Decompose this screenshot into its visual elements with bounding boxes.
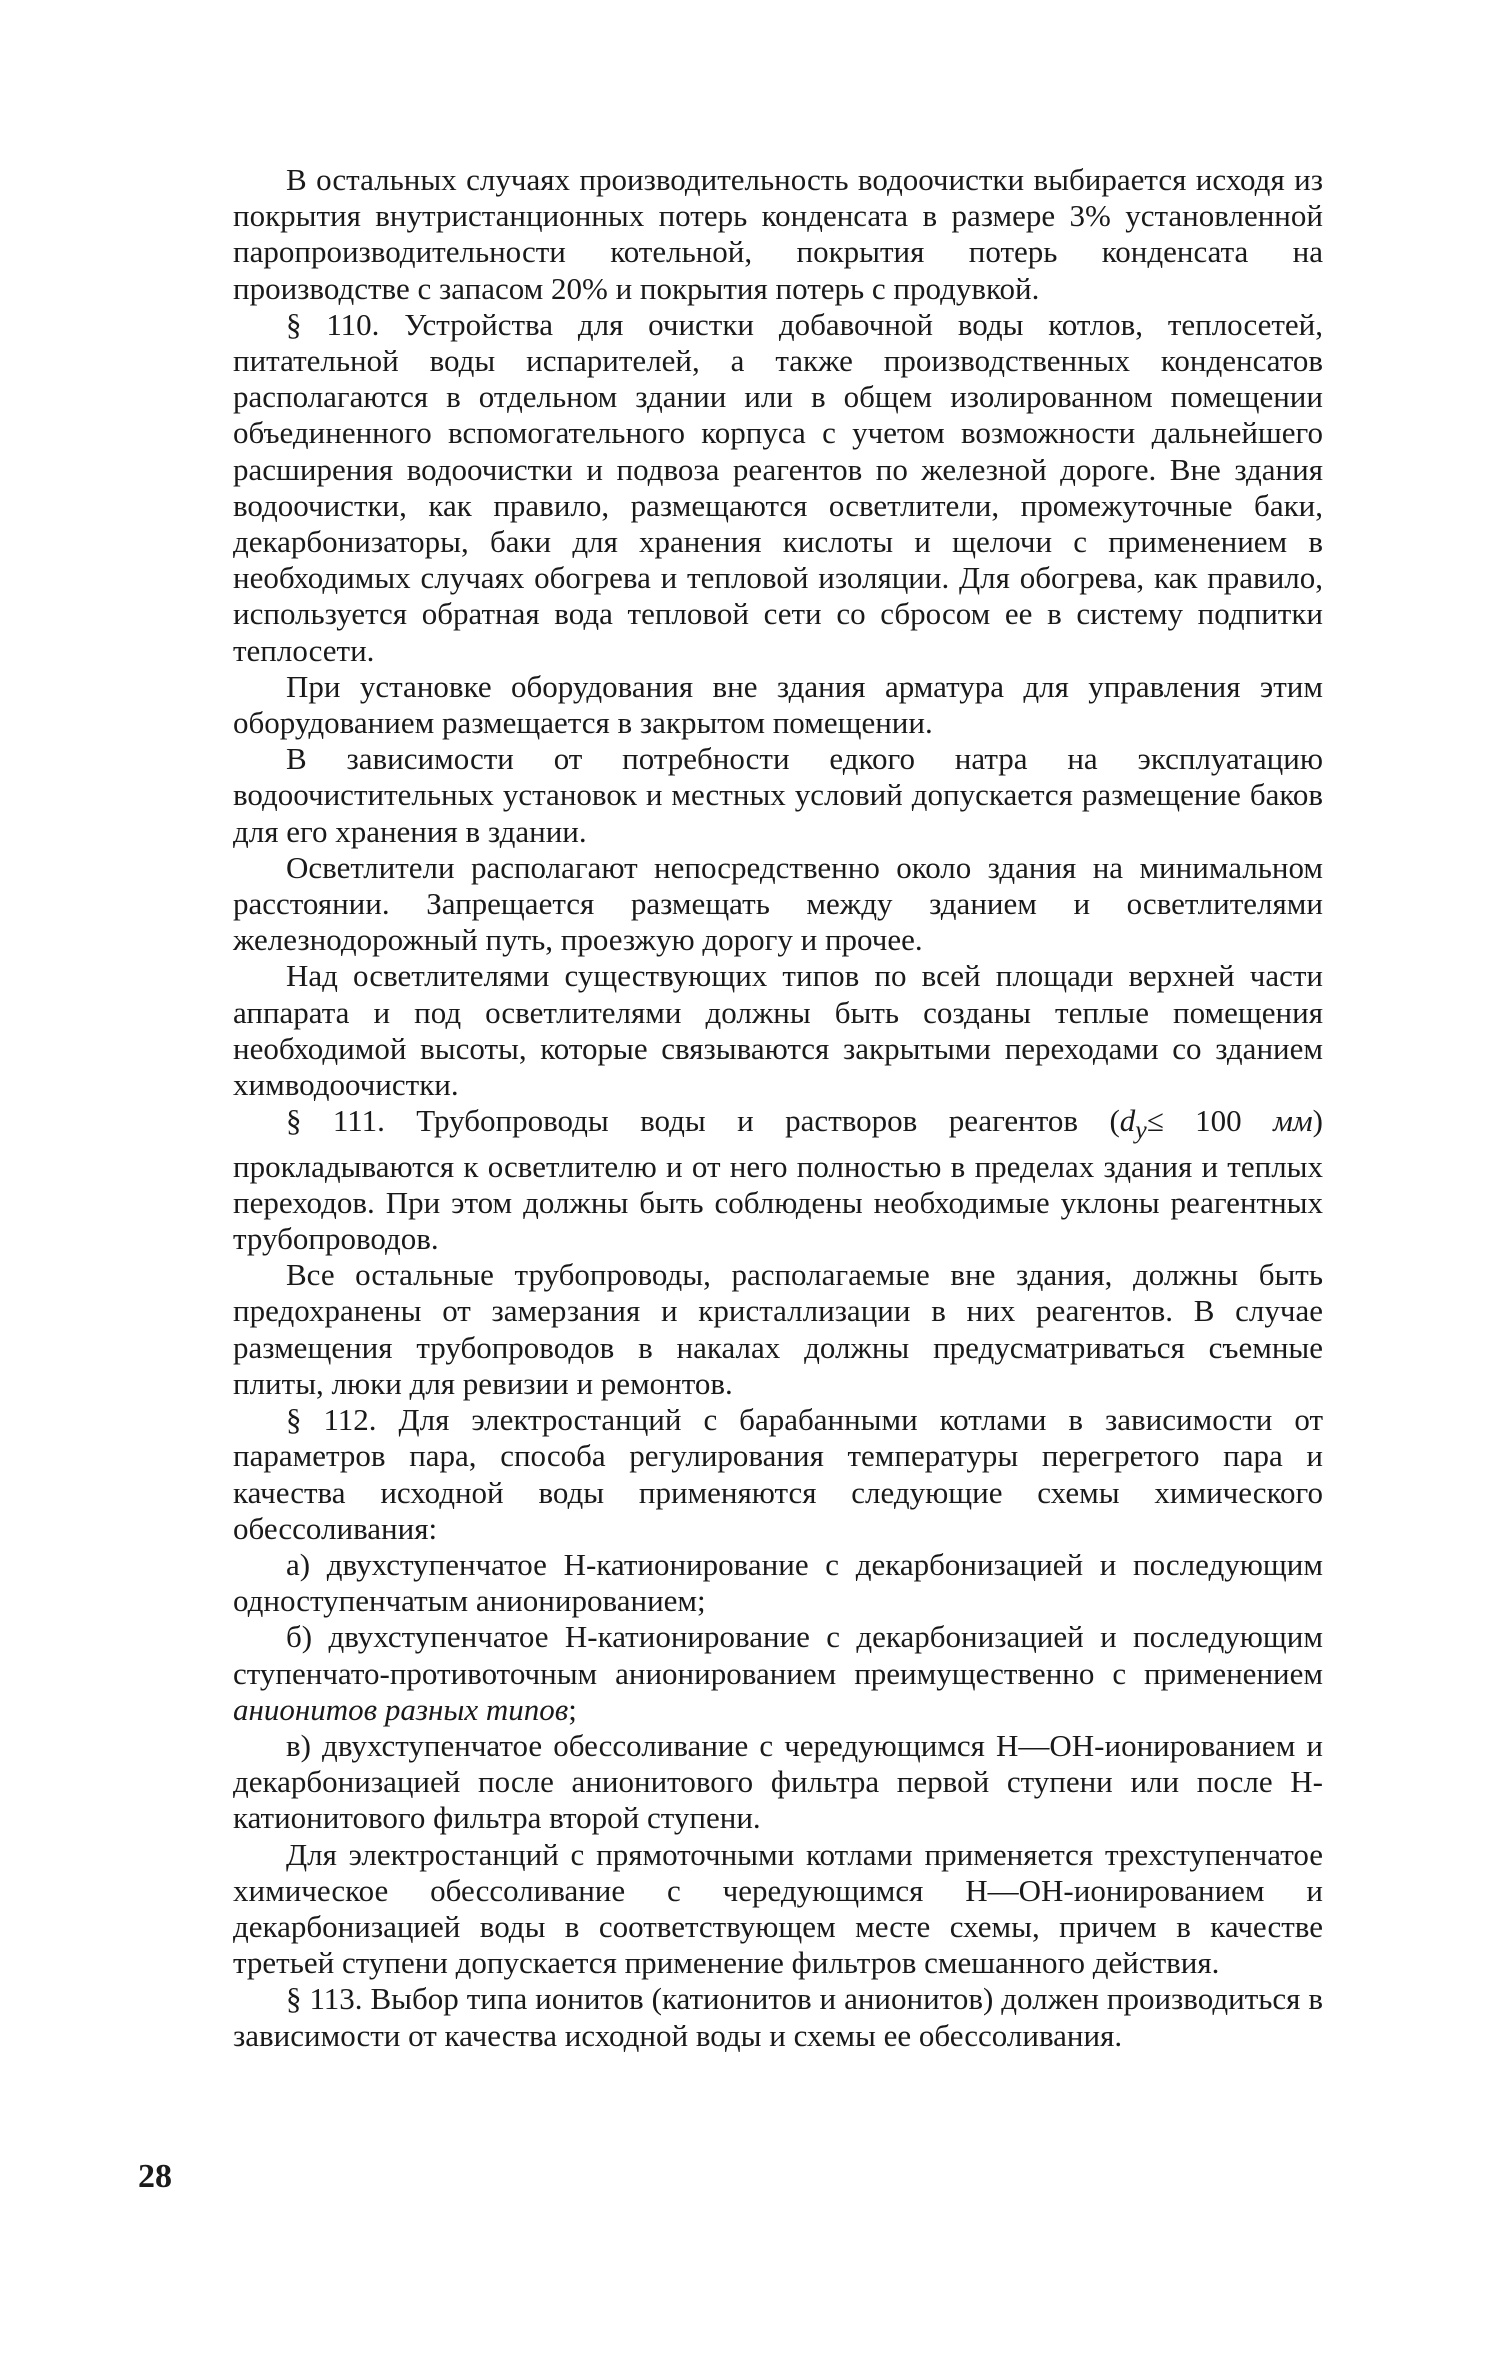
- list-item-b-text-start: б) двухступенчатое Н-катионирование с декарбонизацией и последующим ступенчато-противоточным анионированием преимущественно с применением: [233, 1619, 1323, 1691]
- list-item-a: а) двухступенчатое Н-катионирование с декарбонизацией и последующим одноступенчатым анионированием;: [233, 1546, 1323, 1619]
- list-item-b-text-end: ;: [568, 1691, 577, 1727]
- paragraph-equipment-outside: При установке оборудования вне здания арматура для управления этим оборудованием размещается в закрытом помещении.: [233, 668, 1323, 741]
- section-111-relation: ≤ 100: [1146, 1103, 1274, 1139]
- paragraph-caustic-soda: В зависимости от потребности едкого натра на эксплуатацию водоочистительных установок и местных условий допускается размещение баков для его хранения в здании.: [233, 741, 1323, 849]
- paragraph-intro: В остальных случаях производительность водоочистки выбирается исходя из покрытия внутристанционных потерь конденсата в размере 3% установленной паропроизводительности котельной, покрытия потерь конденсата на производстве с запасом 20% и покрытия потерь с продувкой.: [233, 162, 1323, 306]
- paragraph-clarifiers-rooms: Над осветлителями существующих типов по всей площади верхней части аппарата и под осветлителями должны быть созданы теплые помещения необходимой высоты, которые связываются закрытыми переходами со зданием химводоочистки.: [233, 958, 1323, 1103]
- paragraph-other-pipelines: Все остальные трубопроводы, располагаемые вне здания, должны быть предохранены от замерзания и кристаллизации в них реагентов. В случае размещения трубопроводов в накалах должны предусматриваться съемные плиты, люки для ревизии и ремонтов.: [233, 1257, 1323, 1401]
- paragraph-clarifiers-location: Осветлители располагают непосредственно около здания на минимальном расстоянии. Запрещается размещать между зданием и осветлителями железнодорожный путь, проезжую дорогу и прочее.: [233, 849, 1323, 958]
- list-item-b-italic: анионитов разных типов: [233, 1691, 569, 1727]
- section-111-unit: мм: [1273, 1103, 1313, 1139]
- paragraph-section-110: § 110. Устройства для очистки добавочной воды котлов, теплосетей, питательной воды испарителей, а также производственных конденсатов располагаются в отдельном здании или в общем изолированном помещении объединенного вспомогательного корпуса с учетом возможности дальнейшего расширения водоочистки и подвоза реагентов по железной дороге. Вне здания водоочистки, как правило, размещаются осветлители, промежуточные баки, декарбонизаторы, баки для хранения кислоты и щелочи с применением в необходимых случаях обогрева и тепловой изоляции. Для обогрева, как правило, используется обратная вода тепловой сети со сбросом ее в систему подпитки теплосети.: [233, 306, 1323, 668]
- section-111-formula-subscript: y: [1135, 1115, 1147, 1145]
- section-111-text-end: ) прокладываются к осветлителю и от него полностью в пределах здания и теплых переходов. При этом должны быть соблюдены необходимые уклоны реагентных трубопроводов.: [233, 1103, 1323, 1257]
- list-item-b: [233, 1619, 1323, 1728]
- page-number: 28: [138, 2158, 172, 2195]
- paragraph-section-112: § 112. Для электростанций с барабанными котлами в зависимости от параметров пара, способа регулирования температуры перегретого пара и качества исходной воды применяются следующие схемы химического обессоливания:: [233, 1402, 1323, 1546]
- section-111-text-start: § 111. Трубопроводы воды и растворов реагентов (: [286, 1103, 1120, 1139]
- page-text: [233, 162, 1323, 2054]
- section-111-formula: d: [1119, 1103, 1136, 1139]
- paragraph-section-113: § 113. Выбор типа ионитов (катионитов и анионитов) должен производиться в зависимости от качества исходной воды и схемы ее обессоливания.: [233, 1981, 1323, 2053]
- list-item-c: в) двухступенчатое обессоливание с чередующимся Н—ОН-ионированием и декарбонизацией после анионитового фильтра первой ступени или после Н-катионитового фильтра второй ступени.: [233, 1727, 1323, 1836]
- paragraph-section-111: [233, 1103, 1323, 1257]
- paragraph-once-through-boilers: Для электростанций с прямоточными котлами применяется трехступенчатое химическое обессоливание с чередующимся Н—ОН-ионированием и декарбонизацией воды в соответствующем месте схемы, причем в качестве третьей ступени допускается применение фильтров смешанного действия.: [233, 1836, 1323, 1981]
